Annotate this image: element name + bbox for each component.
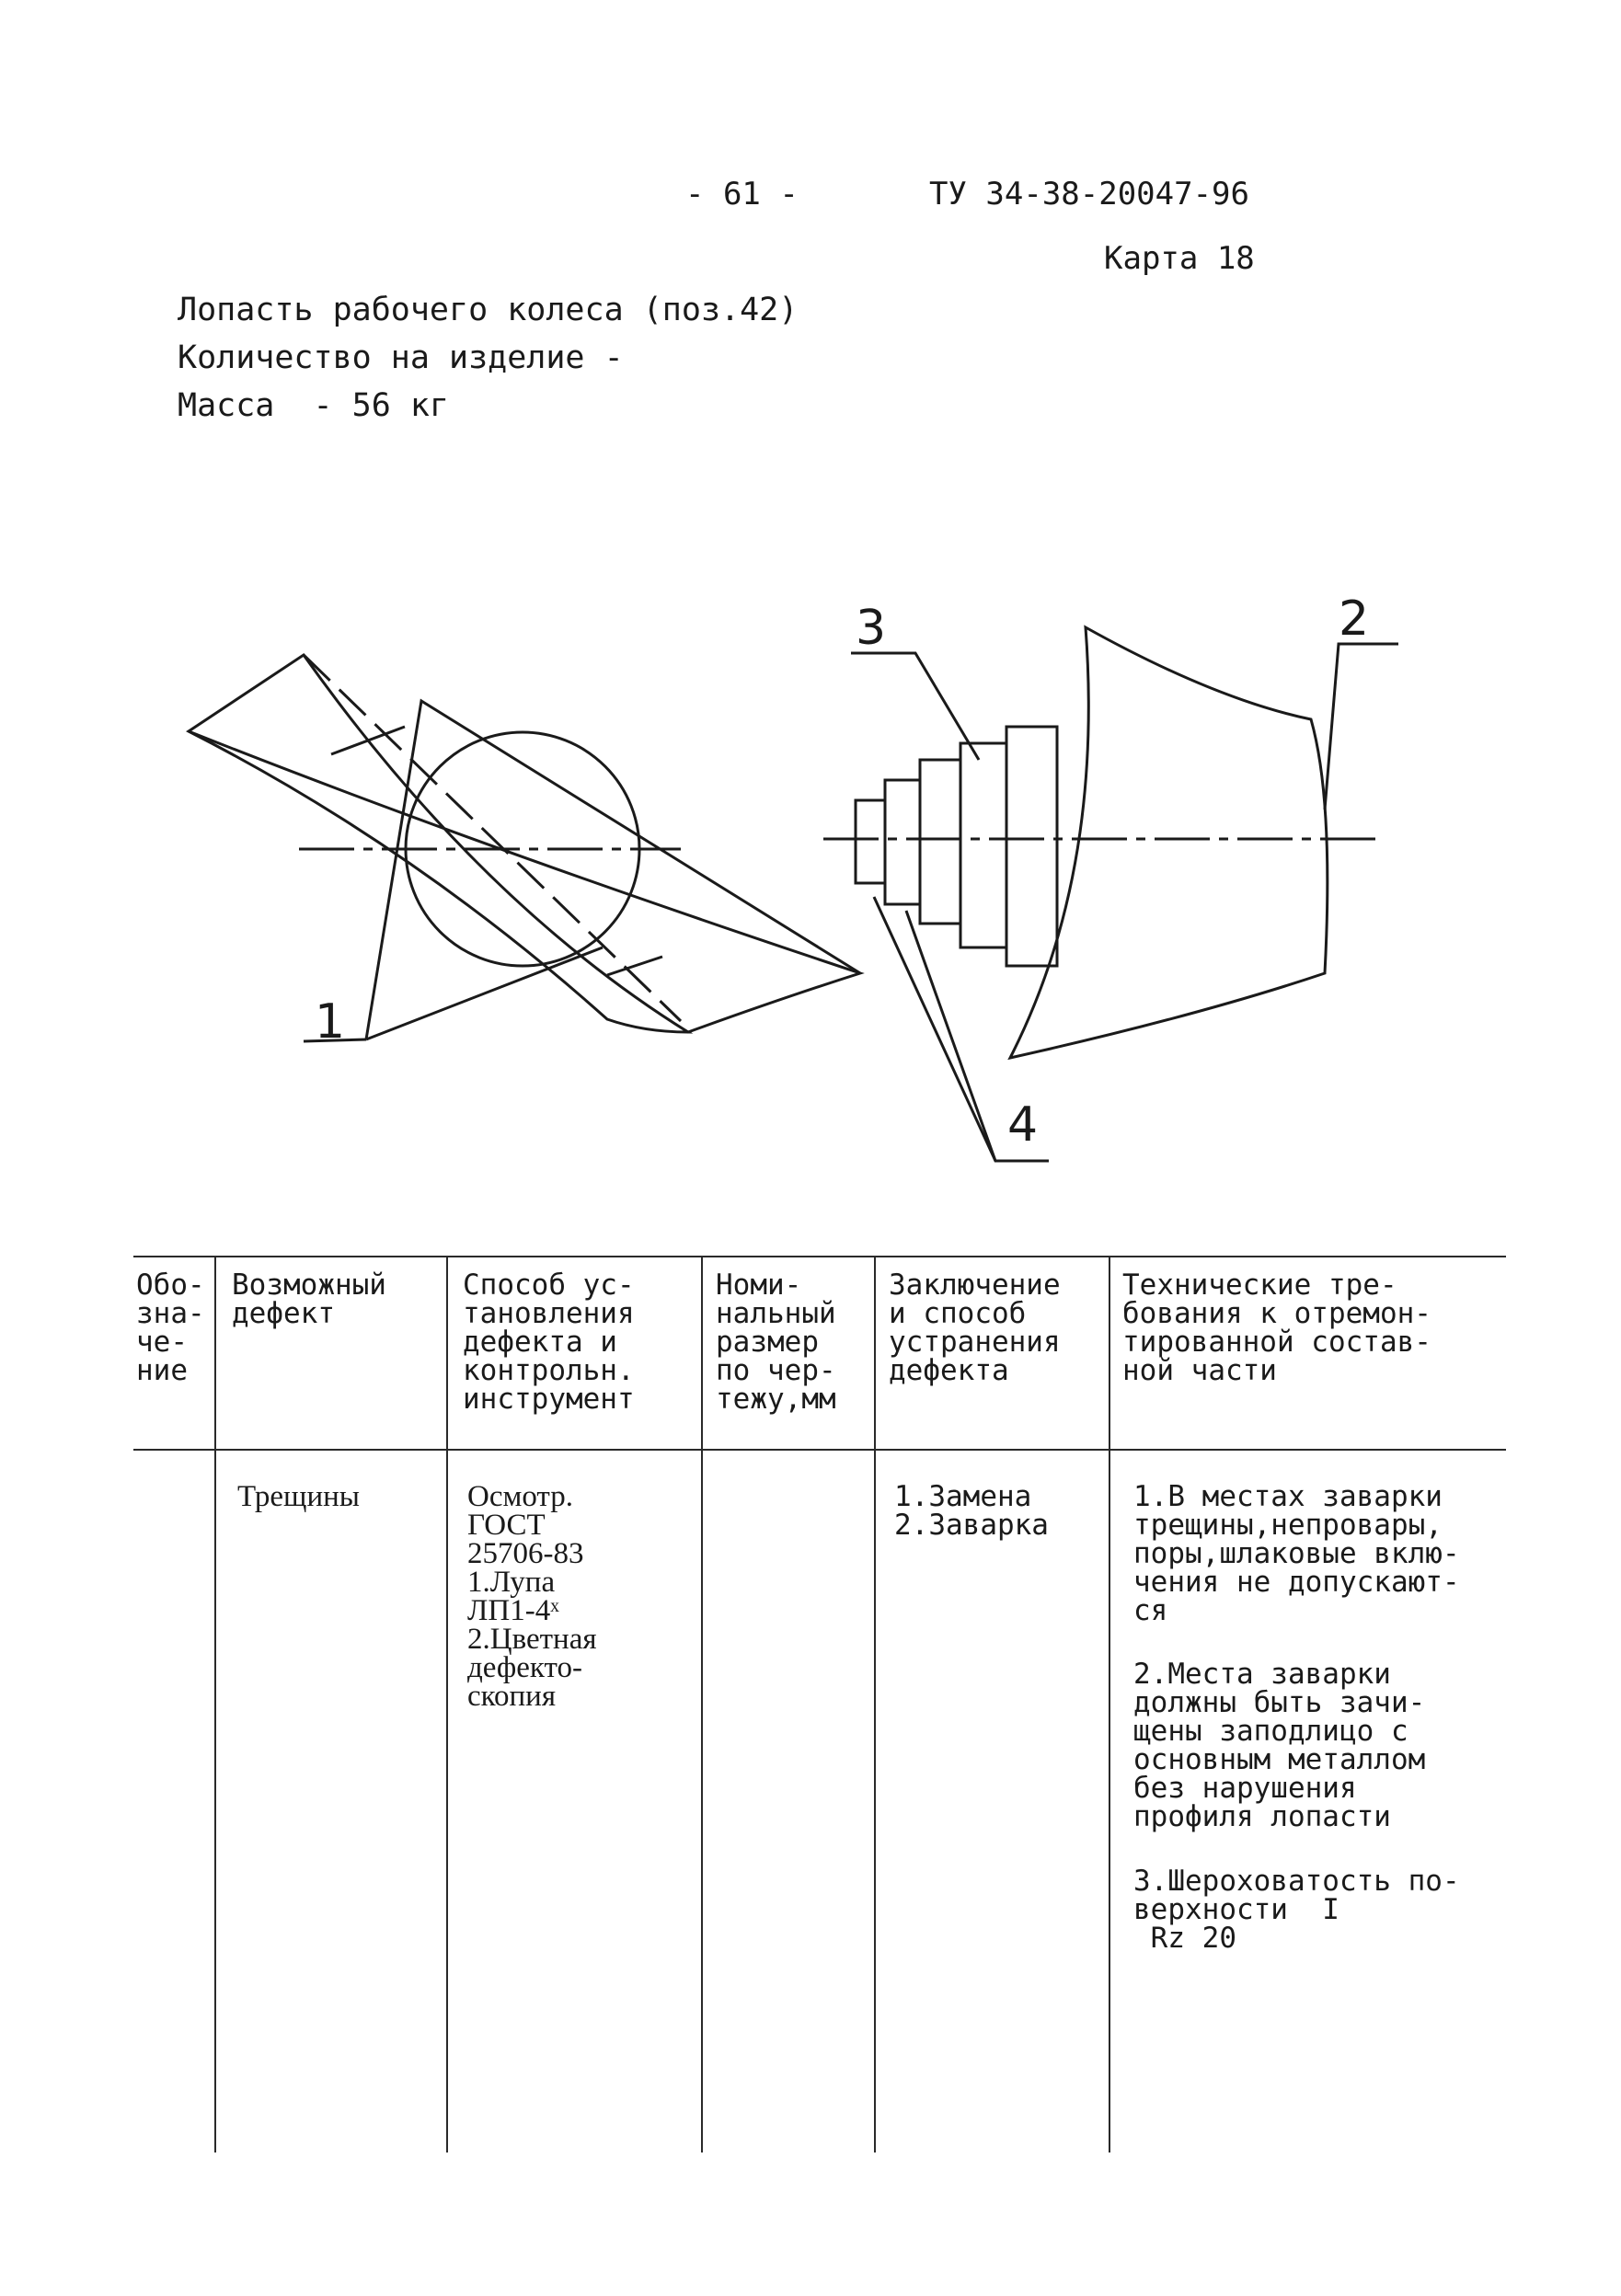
- hub-circle: [406, 732, 639, 966]
- blade-triangle: [366, 701, 860, 1039]
- row-requirement-2: 2.Места заварки должны быть зачи- щены заподлицо с основным металлом без нарушения профиля лопасти: [1133, 1658, 1426, 1833]
- document-code: ТУ 34-38-20047-96: [929, 176, 1249, 212]
- callout-2-leader: [1325, 644, 1398, 809]
- blade-edge: [366, 947, 603, 1039]
- blade-outline-b: [189, 731, 860, 1032]
- header-requirements: Технические тре- бования к отремон- тированной состав- ной части: [1122, 1269, 1431, 1387]
- table-header-border: [133, 1449, 1506, 1451]
- table-col-divider-2: [446, 1256, 448, 2152]
- row-conclusion: 1.Замена 2.Заварка: [894, 1480, 1049, 1542]
- blade-side-view: [823, 591, 1398, 1161]
- header-defect: Возможный дефект: [232, 1269, 386, 1330]
- part-name: Лопасть рабочего колеса (поз.42): [178, 292, 799, 328]
- table-col-divider-3: [701, 1256, 703, 2152]
- part-mass: Масса - 56 кг: [178, 387, 450, 424]
- blade-tick-2: [607, 957, 662, 975]
- shaft-step-3: [920, 760, 960, 924]
- card-number: Карта 18: [1104, 240, 1255, 277]
- blade-tick-1: [331, 727, 405, 754]
- callout-1: 1: [315, 994, 346, 1050]
- row-requirement-3: 3.Шероховатость по- верхности I Rz 20: [1133, 1865, 1460, 1955]
- row-method: Осмотр. ГОСТ 25706-83 1.Лупа ЛП1-4ˣ 2.Цветная дефекто- скопия: [467, 1480, 597, 1713]
- row-requirement-1: 1.В местах заварки трещины,непровары, поры,шлаковые вклю- чения не допускают- ся: [1133, 1480, 1460, 1627]
- header-conclusion: Заключение и способ устранения дефекта: [889, 1269, 1061, 1387]
- header-designation: Обо- зна- че- ние: [136, 1269, 205, 1387]
- blade-top-view: [189, 655, 860, 1050]
- callout-3: 3: [856, 601, 887, 656]
- blade-dashed: [304, 655, 681, 1021]
- header-nominal-size: Номи- нальный размер по чер- тежу,мм: [716, 1269, 836, 1416]
- part-quantity: Количество на изделие -: [178, 339, 624, 376]
- table-col-divider-1: [214, 1256, 216, 2152]
- shaft-step-4: [960, 743, 1006, 947]
- header-method: Способ ус- тановления дефекта и контрольн. инструмент: [463, 1269, 635, 1416]
- callout-2: 2: [1339, 591, 1370, 647]
- shaft-step-2: [885, 780, 920, 904]
- table-col-divider-4: [874, 1256, 876, 2152]
- row-defect: Трещины: [237, 1480, 360, 1513]
- page-number: - 61 -: [685, 176, 799, 212]
- table-top-border: [133, 1256, 1506, 1257]
- shaft-step-1: [856, 800, 885, 883]
- callout-4: 4: [1007, 1097, 1039, 1153]
- table-col-divider-5: [1109, 1256, 1110, 2152]
- shaft-step-5: [1006, 727, 1057, 966]
